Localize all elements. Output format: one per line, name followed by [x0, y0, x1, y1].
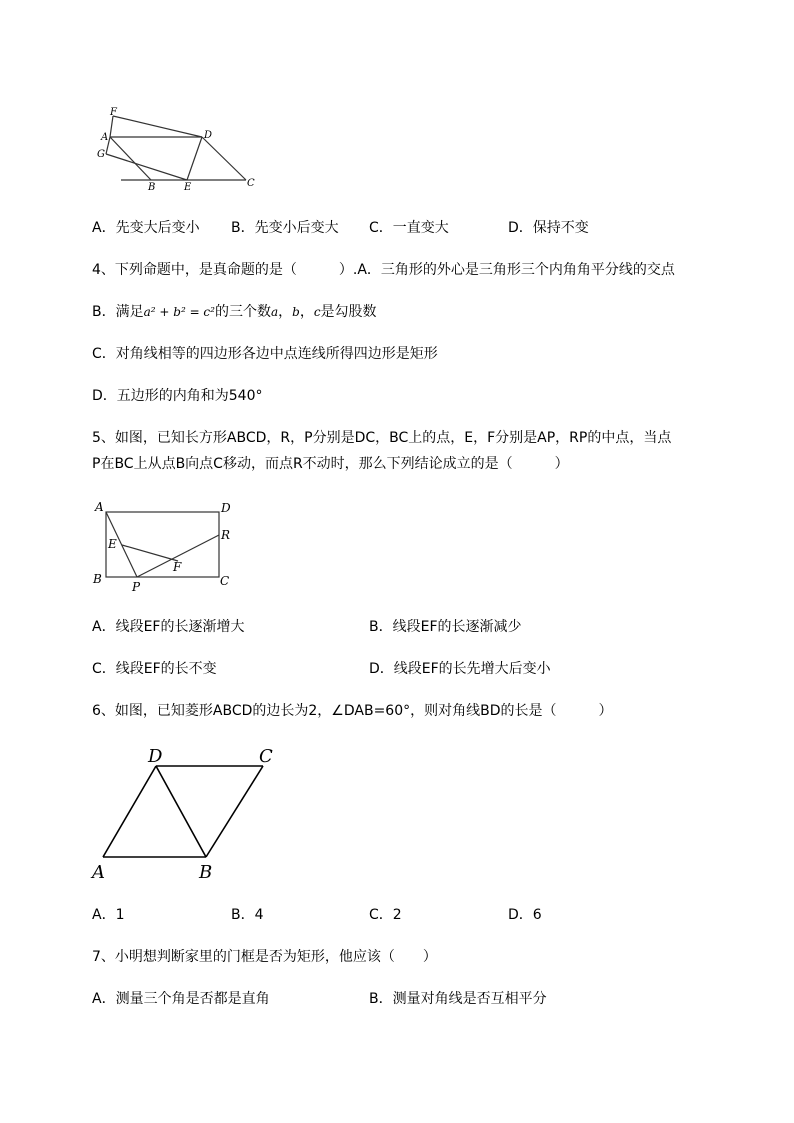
- q4-var-a: a: [270, 305, 279, 319]
- q6-option-b[interactable]: B．4: [231, 907, 264, 923]
- q4-option-b[interactable]: B．满足a² + b² = c²的三个数a，b，c是勾股数: [92, 304, 377, 320]
- label-C: C: [259, 746, 273, 767]
- q6-option-d[interactable]: D．6: [508, 907, 542, 923]
- q3-option-c[interactable]: C．一直变大: [369, 220, 449, 236]
- q4-option-b-suffix: 是勾股数: [320, 304, 377, 320]
- q5-option-c[interactable]: C．线段EF的长不变: [92, 661, 217, 677]
- q6-option-a[interactable]: A．1: [92, 907, 125, 923]
- label-F: F: [110, 107, 117, 118]
- label-E: E: [108, 537, 117, 551]
- label-P: P: [132, 580, 141, 594]
- q5-stem-line-2: P在BC上从点B向点C移动，而点R不动时，那么下列结论成立的是（ ）: [92, 456, 569, 472]
- q4-option-b-mid: 的三个数: [214, 304, 271, 320]
- q4-option-b-prefix: B．满足: [92, 304, 144, 320]
- label-F: F: [173, 560, 182, 574]
- q4-option-c[interactable]: C．对角线相等的四边形各边中点连线所得四边形是矩形: [92, 346, 438, 362]
- label-C: C: [220, 574, 230, 588]
- label-C: C: [247, 178, 255, 189]
- label-A: A: [95, 500, 104, 514]
- q6-option-c[interactable]: C．2: [369, 907, 402, 923]
- q4-var-c: c: [313, 305, 321, 319]
- q5-stem-line-1: 5、如图，已知长方形ABCD，R，P分别是DC，BC上的点，E，F分别是AP，RP的中点，当点: [92, 430, 672, 446]
- label-D: D: [148, 746, 163, 767]
- q4-option-b-equation: a² + b² = c²: [143, 305, 215, 319]
- q7-option-b[interactable]: B．测量对角线是否互相平分: [369, 991, 547, 1007]
- label-E: E: [184, 182, 192, 193]
- q3-option-a[interactable]: A．先变大后变小: [92, 220, 200, 236]
- label-A: A: [101, 132, 109, 143]
- q4-option-d[interactable]: D．五边形的内角和为540°: [92, 388, 263, 404]
- q5-option-d[interactable]: D．线段EF的长先增大后变小: [369, 661, 551, 677]
- q4-stem: 4、下列命题中，是真命题的是（ ）.A．三角形的外心是三角形三个内角角平分线的交点: [92, 262, 675, 278]
- q7-option-a[interactable]: A．测量三个角是否都是直角: [92, 991, 270, 1007]
- label-R: R: [221, 528, 231, 542]
- q5-option-a[interactable]: A．线段EF的长逐渐增大: [92, 619, 245, 635]
- label-G: G: [97, 149, 105, 160]
- q4-var-b: b: [292, 305, 300, 319]
- label-B: B: [148, 182, 156, 193]
- q3-option-b[interactable]: B．先变小后变大: [231, 220, 339, 236]
- q7-stem: 7、小明想判断家里的门框是否为矩形，他应该（ ）: [92, 949, 437, 965]
- label-A: A: [92, 862, 105, 883]
- q6-stem: 6、如图，已知菱形ABCD的边长为2，∠DAB=60°，则对角线BD的长是（ ）: [92, 703, 613, 719]
- q5-option-b[interactable]: B．线段EF的长逐渐减少: [369, 619, 522, 635]
- label-B: B: [199, 862, 213, 883]
- q3-option-d[interactable]: D．保持不变: [508, 220, 589, 236]
- label-B: B: [93, 572, 102, 586]
- label-D: D: [204, 130, 213, 141]
- label-D: D: [221, 501, 231, 515]
